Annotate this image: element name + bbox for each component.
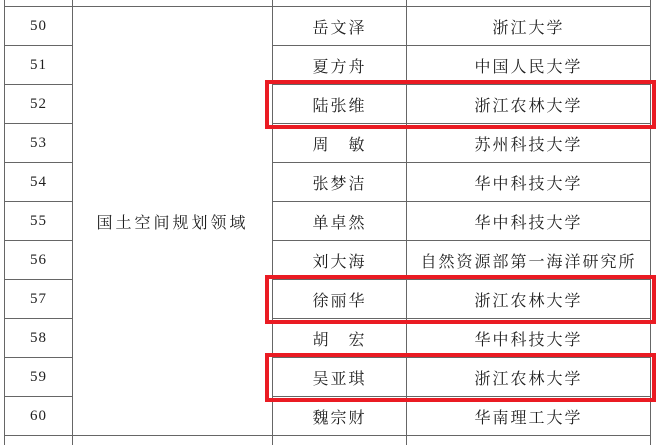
partial-row-cell [407,436,651,445]
partial-row-cell [4,0,73,7]
affiliation-cell: 浙江农林大学 [407,85,651,124]
affiliation-cell: 浙江农林大学 [407,358,651,397]
affiliation-cell: 华中科技大学 [407,163,651,202]
name-cell: 张梦洁 [273,163,407,202]
row-number-cell: 52 [4,85,73,124]
affiliation-cell: 自然资源部第一海洋研究所 [407,241,651,280]
row-number-cell: 57 [4,280,73,319]
affiliation-cell: 苏州科技大学 [407,124,651,163]
affiliation-cell: 浙江农林大学 [407,280,651,319]
category-cell: 国土空间规划领域 [73,7,273,436]
awardees-table [4,0,651,445]
name-cell: 刘大海 [273,241,407,280]
name-cell: 陆张维 [273,85,407,124]
row-number-cell: 56 [4,241,73,280]
partial-row-cell [273,436,407,445]
row-number-cell: 55 [4,202,73,241]
row-number-cell: 59 [4,358,73,397]
partial-row-cell [73,436,273,445]
affiliation-cell: 华中科技大学 [407,319,651,358]
row-number-cell: 53 [4,124,73,163]
row-number-cell: 60 [4,397,73,436]
name-cell: 岳文泽 [273,7,407,46]
partial-row-cell [407,0,651,7]
name-cell: 徐丽华 [273,280,407,319]
name-cell: 胡 宏 [273,319,407,358]
affiliation-cell: 浙江大学 [407,7,651,46]
name-cell: 夏方舟 [273,46,407,85]
row-number-cell: 54 [4,163,73,202]
name-cell: 单卓然 [273,202,407,241]
name-cell: 周 敏 [273,124,407,163]
affiliation-cell: 华南理工大学 [407,397,651,436]
row-number-cell: 58 [4,319,73,358]
partial-row-cell [73,0,273,7]
row-number-cell: 51 [4,46,73,85]
partial-row-cell [4,436,73,445]
affiliation-cell: 中国人民大学 [407,46,651,85]
name-cell: 魏宗财 [273,397,407,436]
row-number-cell: 50 [4,7,73,46]
name-cell: 吴亚琪 [273,358,407,397]
affiliation-cell: 华中科技大学 [407,202,651,241]
partial-row-cell [273,0,407,7]
